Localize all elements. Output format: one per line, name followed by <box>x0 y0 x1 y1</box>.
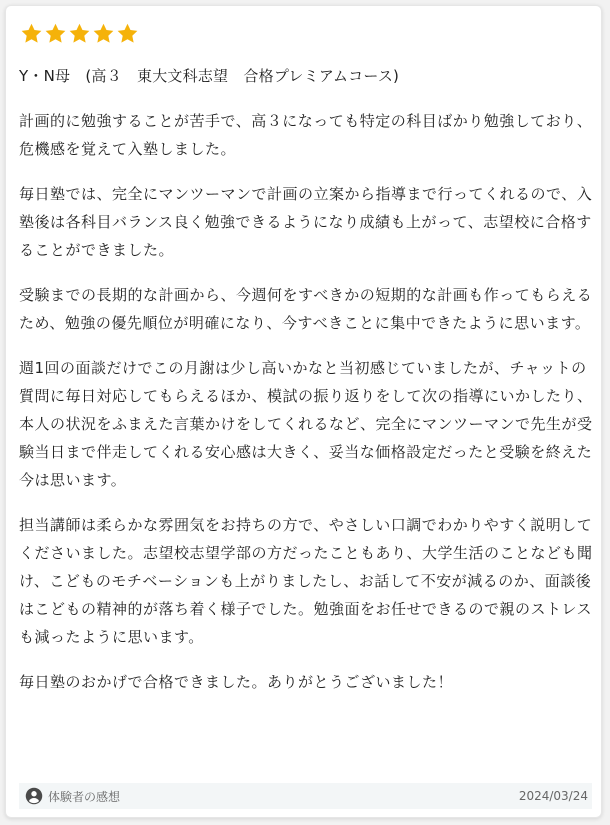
review-card <box>5 5 602 818</box>
review-source-label: 体験者の感想 <box>48 789 121 804</box>
review-paragraph: 毎日塾のおかげで合格できました。ありがとうございました！ <box>19 673 454 691</box>
review-body <box>19 107 594 713</box>
star-icon <box>20 22 43 45</box>
star-icon <box>68 22 91 45</box>
review-paragraph: 受験までの長期的な計画から、今週何をすべきかの短期的な計画も作ってもらえるため、勉強の優先順位が明確になり、今すべきことに集中できたように思います。 <box>19 286 593 332</box>
review-paragraph: 週1回の面談だけでこの月謝は少し高いかなと当初感じていましたが、チャットの質問に毎日対応してもらえるほか、模試の振り返りをして次の指導にいかしたり、本人の状況をふまえた言葉かけをしてくれるなど、完全にマンツーマンで先生が受験当日まで伴走してくれる安心感は大きく、妥当な価格設定だったと受験を終えた今は思います。 <box>19 359 593 489</box>
review-date: 2024/03/24 <box>518 789 588 803</box>
star-rating <box>20 22 139 45</box>
star-icon <box>92 22 115 45</box>
review-footer <box>19 783 592 809</box>
star-icon <box>44 22 67 45</box>
review-paragraph: 担当講師は柔らかな雰囲気をお持ちの方で、やさしい口調でわかりやすく説明してくださいました。志望校志望学部の方だったこともあり、大学生活のことなども聞け、こどものモチベーションも上がりましたし、お話して不安が減るのか、面談後はこどもの精神的が落ち着く様子でした。勉強面をお任せできるので親のストレスも減ったように思います。 <box>19 516 593 646</box>
review-paragraph: 毎日塾では、完全にマンツーマンで計画の立案から指導まで行ってくれるので、入塾後は各科目バランス良く勉強できるようになり成績も上がって、志望校に合格することができました。 <box>19 185 593 259</box>
star-icon <box>116 22 139 45</box>
user-circle-icon <box>25 787 43 805</box>
review-paragraph: 計画的に勉強することが苦手で、高３になっても特定の科目ばかり勉強しており、危機感を覚えて入塾しました。 <box>19 112 593 158</box>
reviewer-name: Y・N母 (高３ 東大文科志望 合格プレミアムコース) <box>19 67 400 85</box>
